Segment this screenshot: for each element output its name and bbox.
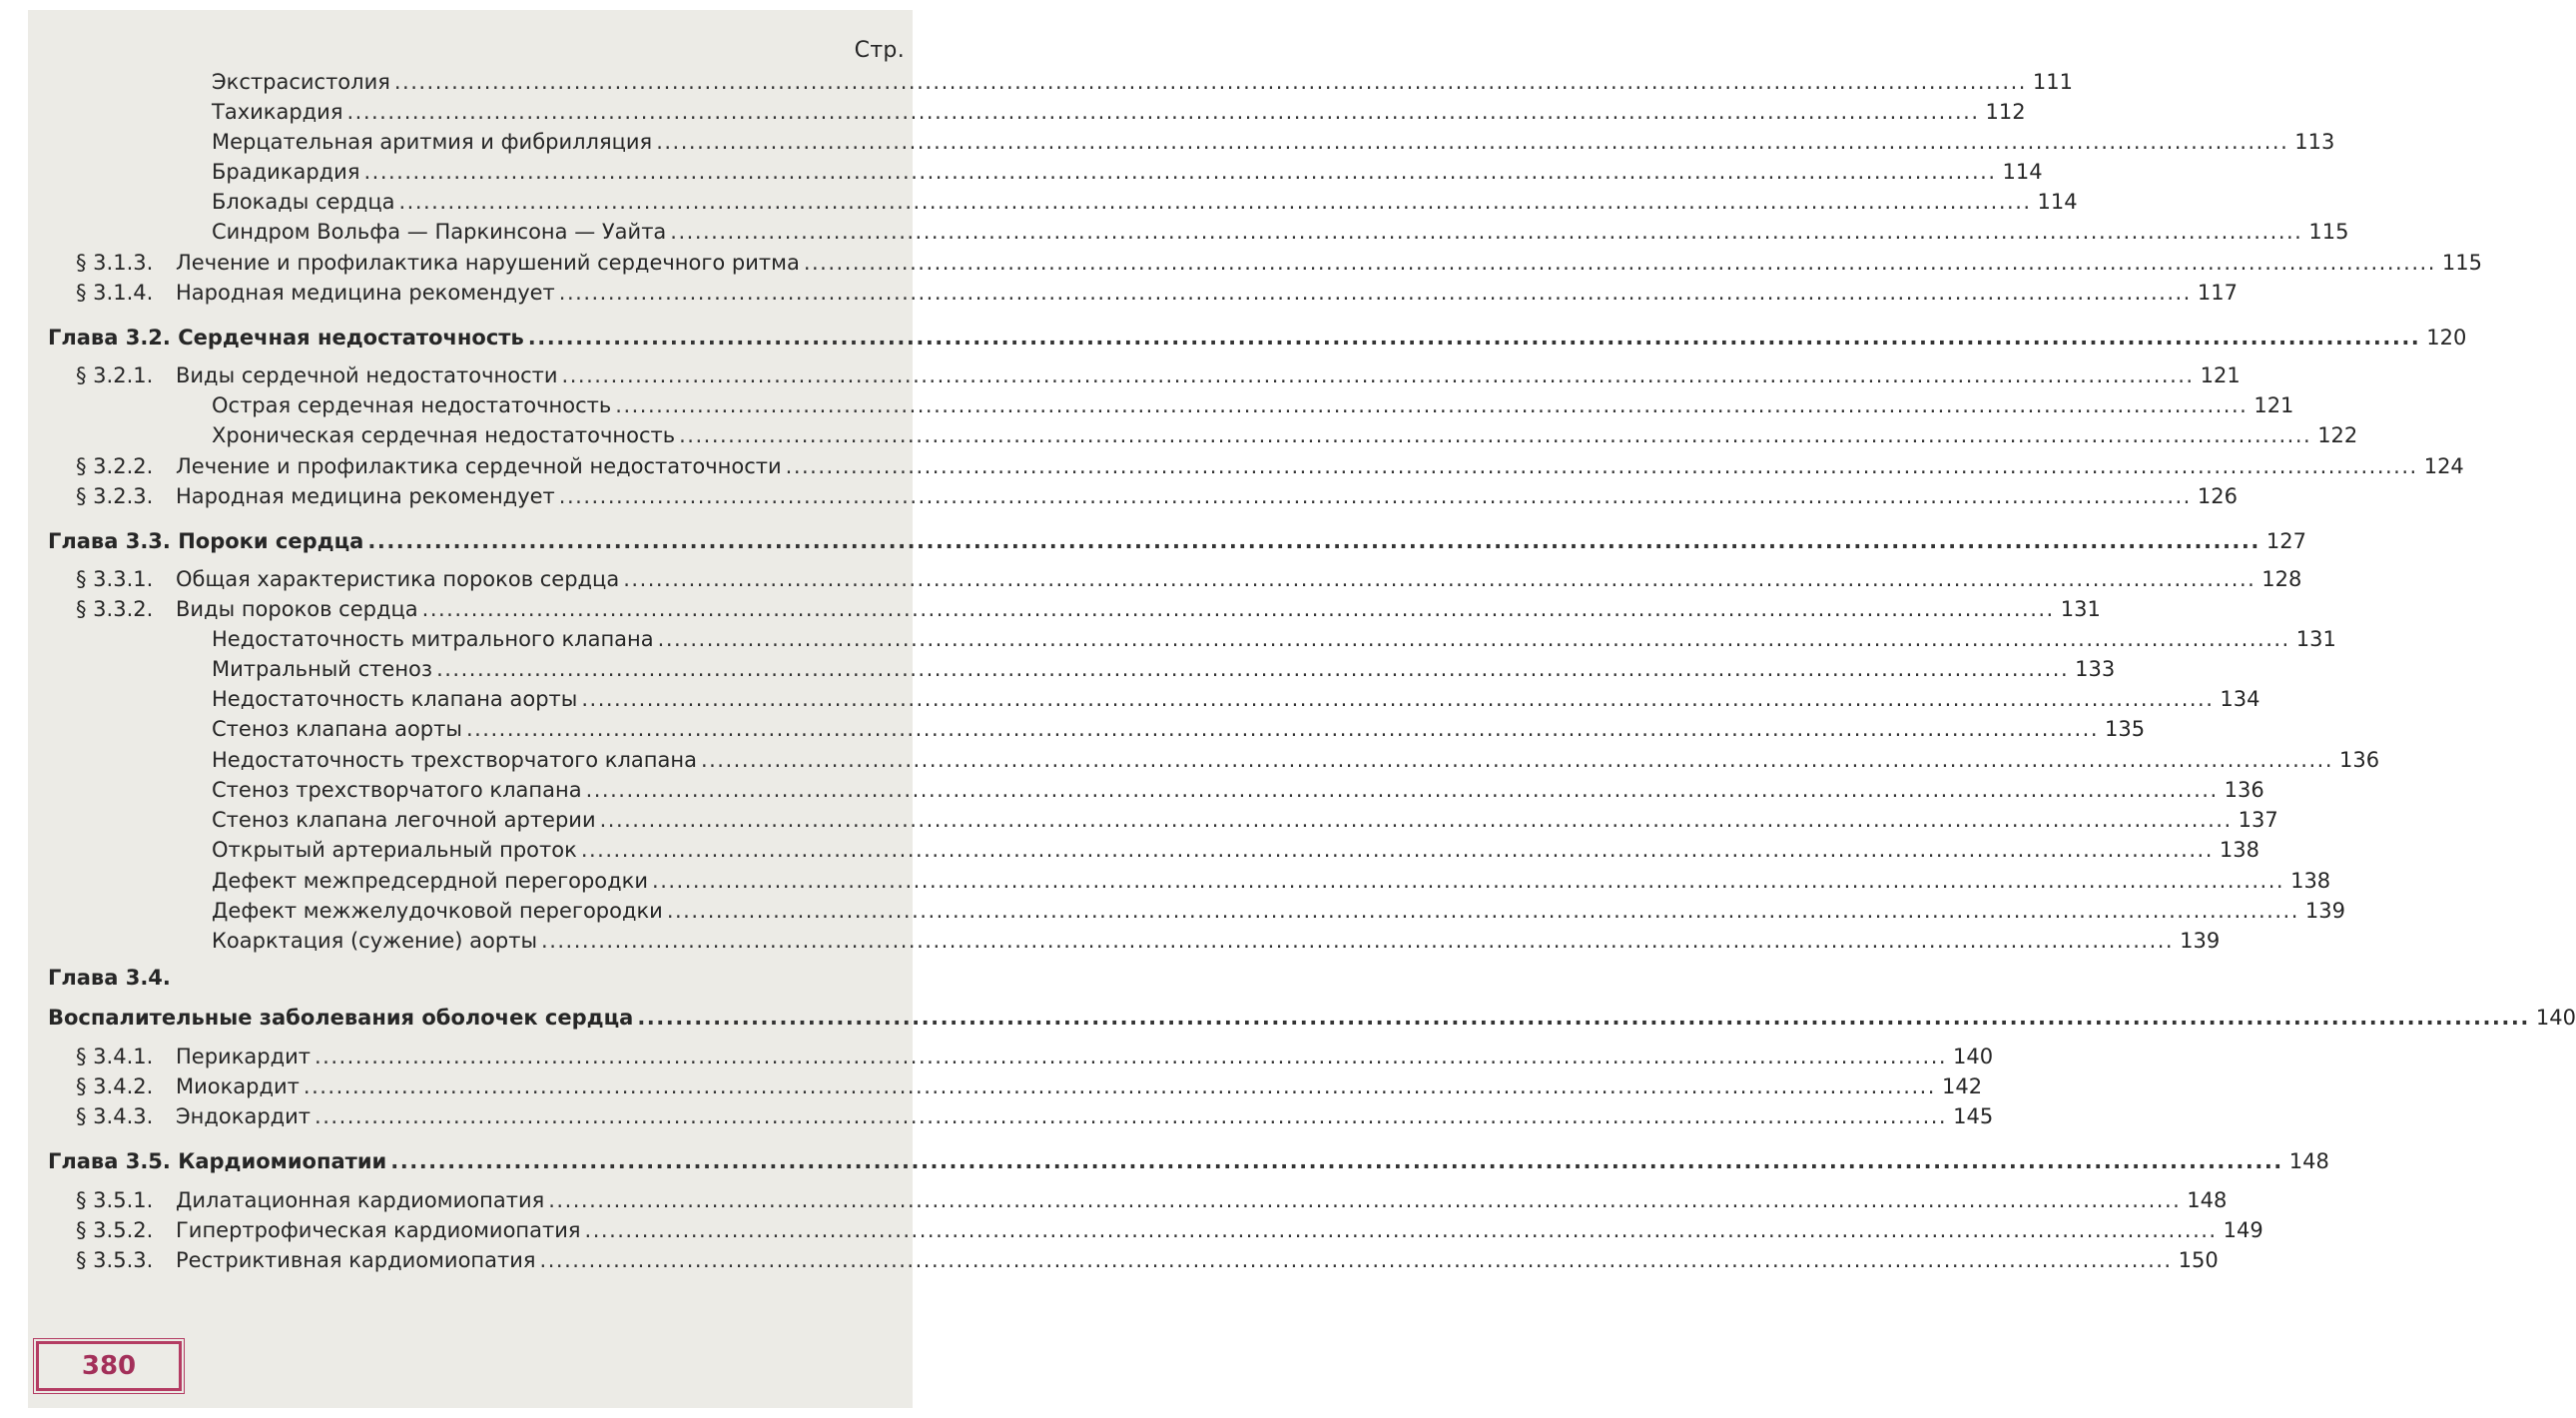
toc-title: Глава 3.2. Сердечная недостаточность bbox=[48, 326, 524, 350]
toc-title: Рестриктивная кардиомиопатия bbox=[176, 1248, 536, 1272]
toc-page-number: 126 bbox=[2197, 484, 2238, 508]
toc-title: Открытый артериальный проток bbox=[212, 838, 577, 862]
toc-title: Воспалительные заболевания оболочек сердца bbox=[48, 1006, 634, 1030]
paragraph-number: § 3.5.1. bbox=[76, 1188, 154, 1212]
dot-leader: ........................................................................................................................................................................................................ bbox=[393, 70, 2027, 94]
dot-leader: ........................................................................................................................................................................................................ bbox=[637, 1006, 2530, 1030]
toc-title: Синдром Вольфа — Паркинсона — Уайта bbox=[212, 220, 667, 244]
toc-page-number: 117 bbox=[2197, 281, 2238, 305]
toc-row[interactable] bbox=[212, 67, 2074, 97]
paragraph-number: § 3.1.3. bbox=[76, 251, 154, 275]
dot-leader: ........................................................................................................................................................................................................ bbox=[623, 567, 2256, 591]
toc-title: Блокады сердца bbox=[212, 190, 395, 214]
paragraph-number: § 3.4.3. bbox=[76, 1104, 154, 1128]
toc-title: Миокардит bbox=[176, 1074, 300, 1098]
toc-title: Дилатационная кардиомиопатия bbox=[176, 1188, 545, 1212]
toc-chapter-row[interactable] bbox=[48, 526, 2306, 556]
dot-leader: ........................................................................................................................................................................................................ bbox=[465, 717, 2100, 741]
paragraph-number: § 3.4.2. bbox=[76, 1074, 154, 1098]
toc-chapter-row[interactable] bbox=[48, 1003, 2576, 1033]
toc-page-number: 149 bbox=[2223, 1218, 2263, 1242]
dot-leader: ........................................................................................................................................................................................................ bbox=[548, 1188, 2182, 1212]
toc-page-number: 148 bbox=[2288, 1149, 2329, 1173]
dot-leader: ........................................................................................................................................................................................................ bbox=[558, 281, 2192, 305]
toc-title: Митральный стеноз bbox=[212, 657, 433, 681]
dot-leader: ........................................................................................................................................................................................................ bbox=[656, 130, 2289, 154]
toc-row[interactable] bbox=[76, 248, 2482, 278]
dot-leader: ........................................................................................................................................................................................................ bbox=[580, 838, 2214, 862]
toc-title: Дефект межпредсердной перегородки bbox=[212, 869, 649, 893]
toc-row[interactable] bbox=[212, 805, 2278, 835]
toc-title: Эндокардит bbox=[176, 1104, 312, 1128]
page-column-label: Стр. bbox=[854, 38, 905, 63]
toc-page-number: 140 bbox=[1953, 1045, 1994, 1068]
book-page bbox=[28, 10, 2576, 1408]
toc-page-number: 148 bbox=[2187, 1188, 2228, 1212]
toc-row[interactable] bbox=[212, 420, 2358, 450]
paragraph-number: § 3.5.2. bbox=[76, 1218, 154, 1242]
toc-page-number: 142 bbox=[1941, 1074, 1983, 1098]
toc-row[interactable] bbox=[76, 1245, 2219, 1275]
toc-page-number: 139 bbox=[2180, 929, 2221, 953]
dot-leader: ........................................................................................................................................................................................................ bbox=[700, 748, 2334, 772]
paragraph-number: § 3.5.3. bbox=[76, 1248, 154, 1272]
toc-title: Брадикардия bbox=[212, 160, 360, 184]
toc-title: Лечение и профилактика сердечной недостаточности bbox=[176, 454, 782, 478]
toc-title: Общая характеристика пороков сердца bbox=[176, 567, 620, 591]
dot-leader: ........................................................................................................................................................................................................ bbox=[584, 1218, 2218, 1242]
toc-row[interactable] bbox=[212, 926, 2221, 956]
toc-row[interactable] bbox=[212, 654, 2116, 684]
dot-leader: ........................................................................................................................................................................................................ bbox=[527, 326, 2421, 350]
toc-page-number: 120 bbox=[2426, 326, 2467, 350]
paragraph-number: § 3.2.2. bbox=[76, 454, 154, 478]
dot-leader: ........................................................................................................................................................................................................ bbox=[398, 190, 2032, 214]
paragraph-number: § 3.1.4. bbox=[76, 281, 154, 305]
toc-page-number: 150 bbox=[2178, 1248, 2219, 1272]
dot-leader: ........................................................................................................................................................................................................ bbox=[785, 454, 2418, 478]
page-number: 380 bbox=[81, 1351, 137, 1381]
toc-title: Народная медицина рекомендует bbox=[176, 484, 555, 508]
toc-row[interactable] bbox=[76, 481, 2238, 511]
dot-leader: ........................................................................................................................................................................................................ bbox=[679, 423, 2312, 447]
toc-page-number: 122 bbox=[2317, 423, 2358, 447]
toc-title: Недостаточность трехстворчатого клапана bbox=[212, 748, 697, 772]
toc-chapter-row[interactable] bbox=[48, 1146, 2329, 1176]
toc-page-number: 138 bbox=[2219, 838, 2259, 862]
dot-leader: ........................................................................................................................................................................................................ bbox=[599, 808, 2233, 832]
dot-leader: ........................................................................................................................................................................................................ bbox=[346, 100, 1980, 124]
toc-title: Недостаточность митрального клапана bbox=[212, 627, 654, 651]
toc-title: Мерцательная аритмия и фибрилляция bbox=[212, 130, 653, 154]
toc-row[interactable] bbox=[212, 187, 2078, 217]
dot-leader: ........................................................................................................................................................................................................ bbox=[315, 1104, 1948, 1128]
toc-row[interactable] bbox=[76, 360, 2241, 390]
toc-page-number: 136 bbox=[2339, 748, 2380, 772]
toc-row[interactable] bbox=[212, 157, 2043, 187]
page-number-badge bbox=[36, 1341, 182, 1391]
toc-title: Острая сердечная недостаточность bbox=[212, 393, 612, 417]
toc-page-number: 124 bbox=[2423, 454, 2464, 478]
paragraph-number: § 3.2.3. bbox=[76, 484, 154, 508]
toc-title: Стеноз клапана легочной артерии bbox=[212, 808, 596, 832]
dot-leader: ........................................................................................................................................................................................................ bbox=[421, 597, 2055, 621]
toc-title: Лечение и профилактика нарушений сердечного ритма bbox=[176, 251, 800, 275]
toc-row[interactable] bbox=[76, 278, 2238, 308]
dot-leader: ........................................................................................................................................................................................................ bbox=[363, 160, 1997, 184]
toc-page-number: 115 bbox=[2308, 220, 2349, 244]
dot-leader: ........................................................................................................................................................................................................ bbox=[314, 1045, 1948, 1068]
toc-row[interactable] bbox=[76, 451, 2464, 481]
toc-page-number: 136 bbox=[2224, 778, 2264, 802]
toc-page-number: 145 bbox=[1953, 1104, 1994, 1128]
toc-page-number: 131 bbox=[2295, 627, 2336, 651]
dot-leader: ........................................................................................................................................................................................................ bbox=[615, 393, 2249, 417]
dot-leader: ........................................................................................................................................................................................................ bbox=[670, 220, 2303, 244]
dot-leader: ........................................................................................................................................................................................................ bbox=[561, 363, 2195, 387]
toc-page-number: 114 bbox=[2037, 190, 2078, 214]
toc-title: Народная медицина рекомендует bbox=[176, 281, 555, 305]
toc-page-number: 111 bbox=[2032, 70, 2074, 94]
toc-page-number: 135 bbox=[2105, 717, 2146, 741]
toc-page-number: 112 bbox=[1985, 100, 2026, 124]
dot-leader: ........................................................................................................................................................................................................ bbox=[367, 529, 2260, 553]
paragraph-number: § 3.3.2. bbox=[76, 597, 154, 621]
toc-row[interactable] bbox=[212, 624, 2336, 654]
toc-title: Коарктация (сужение) аорты bbox=[212, 929, 538, 953]
toc-page-number: 127 bbox=[2265, 529, 2306, 553]
toc-page-number: 133 bbox=[2075, 657, 2116, 681]
dot-leader: ........................................................................................................................................................................................................ bbox=[539, 1248, 2173, 1272]
dot-leader: ........................................................................................................................................................................................................ bbox=[666, 899, 2299, 923]
toc-row[interactable] bbox=[212, 775, 2264, 805]
toc-row[interactable] bbox=[212, 866, 2331, 896]
toc-title: Виды пороков сердца bbox=[176, 597, 418, 621]
paragraph-number: § 3.4.1. bbox=[76, 1045, 154, 1068]
toc-row[interactable] bbox=[212, 745, 2380, 775]
dot-leader: ........................................................................................................................................................................................................ bbox=[652, 869, 2285, 893]
toc-title: Стеноз клапана аорты bbox=[212, 717, 462, 741]
toc-page-number: 121 bbox=[2254, 393, 2294, 417]
toc-row[interactable] bbox=[76, 564, 2302, 594]
toc-title: Хроническая сердечная недостаточность bbox=[212, 423, 676, 447]
toc-page-number: 140 bbox=[2535, 1006, 2576, 1030]
toc-title: Гипертрофическая кардиомиопатия bbox=[176, 1218, 581, 1242]
toc-chapter-row[interactable] bbox=[48, 323, 2467, 353]
toc-row[interactable] bbox=[76, 594, 2101, 624]
toc-row[interactable] bbox=[76, 1185, 2228, 1215]
toc-title: Тахикардия bbox=[212, 100, 343, 124]
toc-title: Глава 3.3. Пороки сердца bbox=[48, 529, 364, 553]
toc-row[interactable] bbox=[76, 1071, 1983, 1101]
toc-title: Экстрасистолия bbox=[212, 70, 390, 94]
toc-title: Недостаточность клапана аорты bbox=[212, 687, 578, 711]
toc-page-number: 138 bbox=[2290, 869, 2331, 893]
toc-row[interactable] bbox=[212, 684, 2260, 714]
dot-leader: ........................................................................................................................................................................................................ bbox=[558, 484, 2192, 508]
toc-title: Виды сердечной недостаточности bbox=[176, 363, 558, 387]
toc-row[interactable] bbox=[212, 127, 2335, 157]
toc-page-number: 131 bbox=[2060, 597, 2101, 621]
dot-leader: ........................................................................................................................................................................................................ bbox=[585, 778, 2219, 802]
paragraph-number: § 3.3.1. bbox=[76, 567, 154, 591]
toc-row[interactable] bbox=[212, 714, 2146, 744]
toc-page-number: 128 bbox=[2261, 567, 2302, 591]
toc-title: Глава 3.5. Кардиомиопатии bbox=[48, 1149, 387, 1173]
dot-leader: ........................................................................................................................................................................................................ bbox=[541, 929, 2175, 953]
toc-row[interactable] bbox=[212, 835, 2259, 865]
dot-leader: ........................................................................................................................................................................................................ bbox=[581, 687, 2215, 711]
toc-row[interactable] bbox=[212, 97, 2026, 127]
toc-title: Перикардит bbox=[176, 1045, 311, 1068]
toc-page-number: 114 bbox=[2002, 160, 2043, 184]
toc-page-number: 139 bbox=[2304, 899, 2345, 923]
dot-leader: ........................................................................................................................................................................................................ bbox=[303, 1074, 1936, 1098]
toc-row[interactable] bbox=[212, 217, 2349, 247]
dot-leader: ........................................................................................................................................................................................................ bbox=[390, 1149, 2283, 1173]
toc-page-number: 134 bbox=[2220, 687, 2260, 711]
dot-leader: ........................................................................................................................................................................................................ bbox=[657, 627, 2290, 651]
toc-row[interactable] bbox=[76, 1101, 1994, 1131]
toc-row[interactable] bbox=[212, 390, 2294, 420]
toc-row[interactable] bbox=[76, 1042, 1994, 1071]
dot-leader: ........................................................................................................................................................................................................ bbox=[803, 251, 2436, 275]
toc-chapter-row[interactable] bbox=[48, 963, 883, 993]
toc-page-number: 121 bbox=[2200, 363, 2241, 387]
toc-title: Глава 3.4. bbox=[48, 966, 171, 990]
toc-page-number: 115 bbox=[2441, 251, 2482, 275]
toc-page-number: 137 bbox=[2238, 808, 2278, 832]
toc-title: Стеноз трехстворчатого клапана bbox=[212, 778, 582, 802]
toc-page-number: 113 bbox=[2294, 130, 2335, 154]
paragraph-number: § 3.2.1. bbox=[76, 363, 154, 387]
toc-row[interactable] bbox=[212, 896, 2345, 926]
toc-title: Дефект межжелудочковой перегородки bbox=[212, 899, 663, 923]
toc-row[interactable] bbox=[76, 1215, 2263, 1245]
dot-leader: ........................................................................................................................................................................................................ bbox=[436, 657, 2070, 681]
